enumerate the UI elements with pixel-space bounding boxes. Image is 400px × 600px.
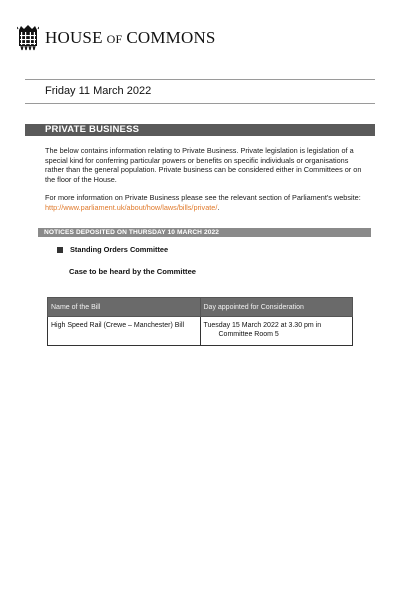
house-title: HOUSE OF COMMONS [45,28,216,47]
column-header-day-appointed: Day appointed for Consideration [200,298,353,317]
top-rule [25,79,375,80]
private-bills-link[interactable]: http://www.parliament.uk/about/how/laws/bills/private/ [45,202,218,212]
portcullis-icon [17,25,39,51]
intro-paragraph-2: For more information on Private Business please see the relevant section of Parliament's website: http://www.parliament.uk/about/how/laws/bills/private/. [45,193,361,212]
notices-heading-bar [38,228,371,237]
section-heading-bar [25,124,375,136]
table-row [48,317,353,346]
date-rule [25,103,375,104]
column-header-bill-name: Name of the Bill [48,298,201,317]
bills-table [47,297,353,346]
day-appointed-cell: Tuesday 15 March 2022 at 3.30 pm in Committee Room 5 [200,317,353,346]
intro-paragraph-1: The below contains information relating to Private Business. Private legislation is legislation of a special kind for conferring particular powers or benefits on specific individuals or organisations rather than the general population. Private business can be considered either in Committees or on the floor of the House. [45,146,362,184]
square-bullet-icon [57,247,63,253]
committee-heading: Standing Orders Committee [57,245,168,254]
case-heading: Case to be heard by the Committee [69,267,197,276]
table-header-row [48,298,353,317]
section-title: PRIVATE BUSINESS [45,124,140,135]
page-date: Friday 11 March 2022 [45,85,152,97]
bill-name-cell: High Speed Rail (Crewe – Manchester) Bill [48,317,201,346]
notices-heading: NOTICES DEPOSITED ON THURSDAY 10 MARCH 2022 [44,229,220,236]
page-header [17,24,216,52]
